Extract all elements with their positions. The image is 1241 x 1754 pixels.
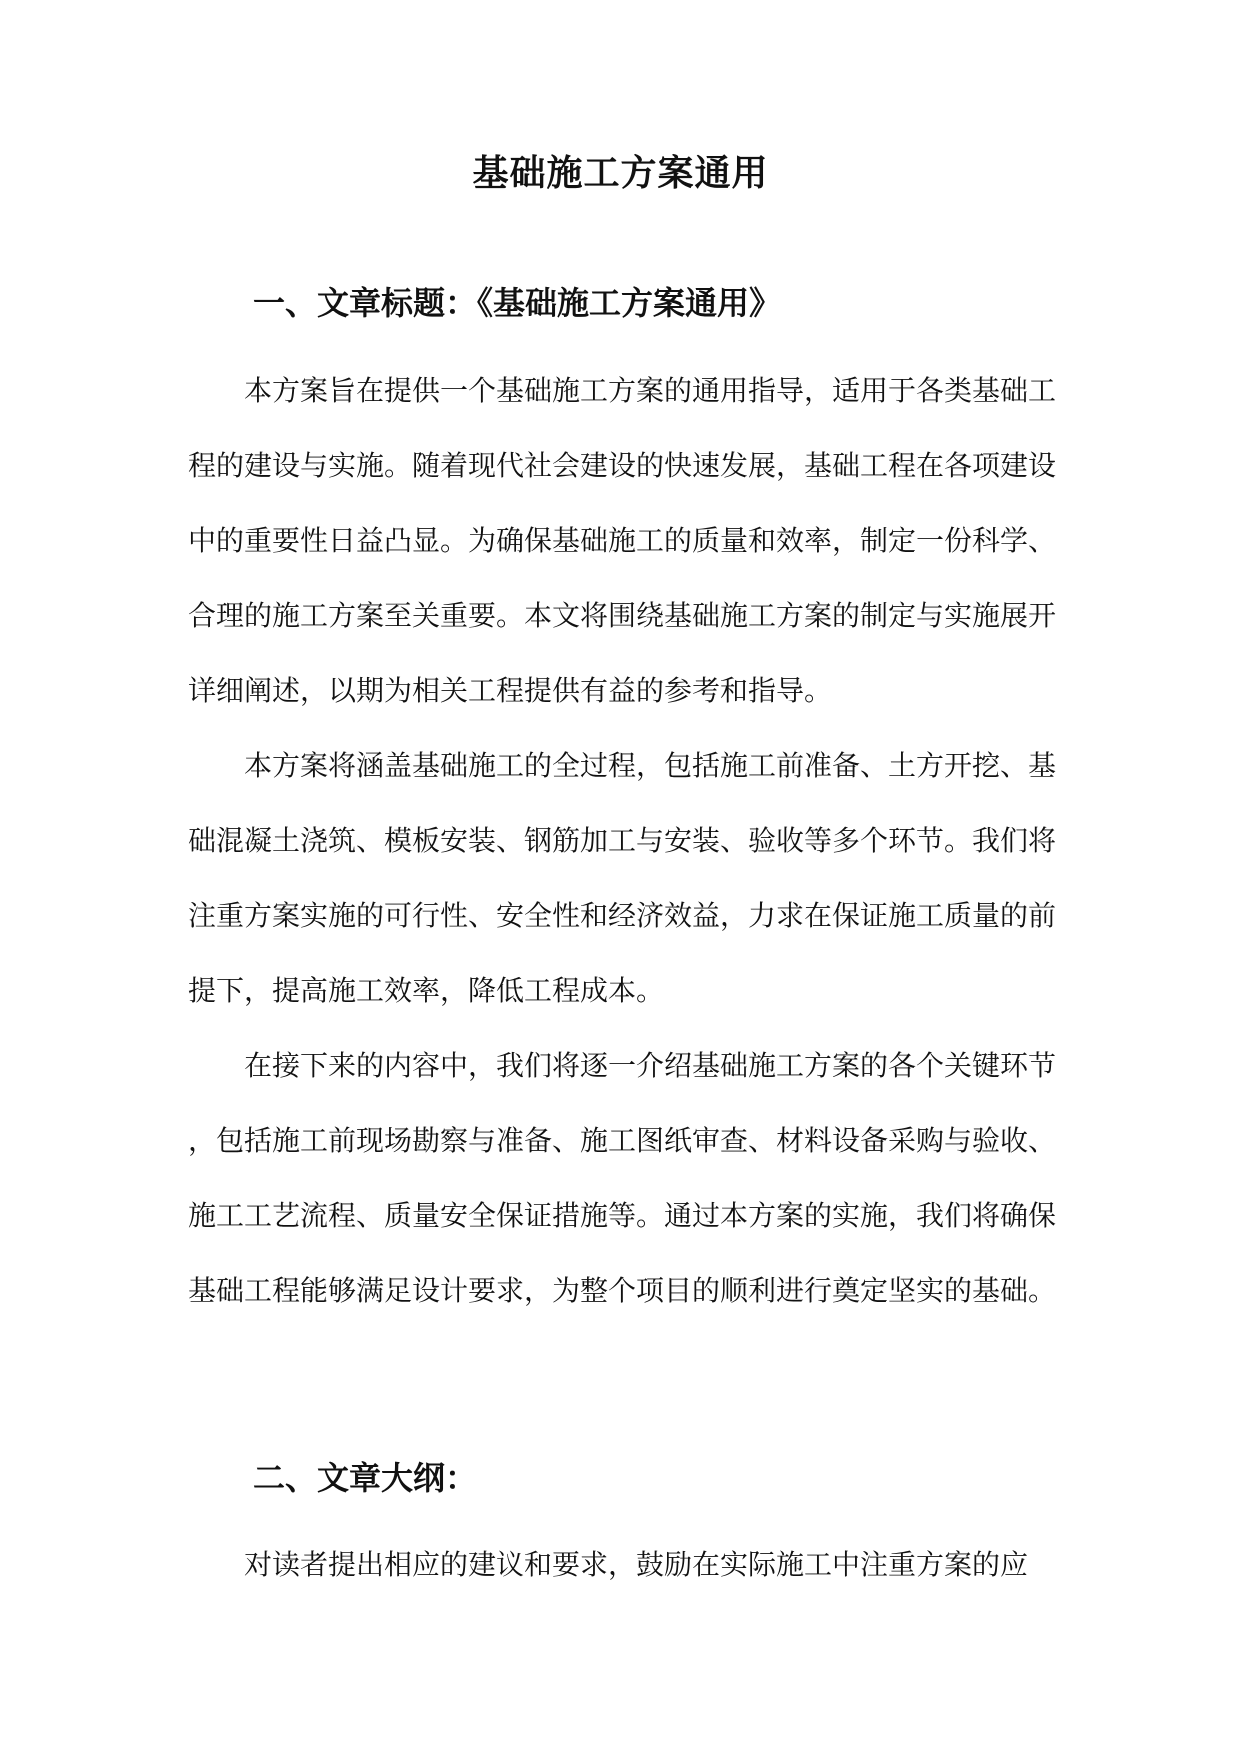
section-heading-title: 一、文章标题：《基础施工方案通用》 xyxy=(253,284,782,322)
paragraph-intro: 本方案旨在提供一个基础施工方案的通用指导，适用于各类基础工程的建设与实施。随着现代社会建设的快速发展，基础工程在各项建设中的重要性日益凸显。为确保基础施工的质量和效率，制定一份科学、合理的施工方案至关重要。本文将围绕基础施工方案的制定与实施展开详细阐述，以期为相关工程提供有益的参考和指导。 xyxy=(188,374,1057,707)
document-title: 基础施工方案通用 xyxy=(472,152,769,194)
section-heading-outline: 二、文章大纲： xyxy=(253,1459,478,1497)
paragraph-outline: 对读者提出相应的建议和要求，鼓励在实际施工中注重方案的应 xyxy=(244,1548,1029,1581)
paragraph-scope: 本方案将涵盖基础施工的全过程，包括施工前准备、土方开挖、基础混凝土浇筑、模板安装、钢筋加工与安装、验收等多个环节。我们将注重方案实施的可行性、安全性和经济效益，力求在保证施工质量的前提下，提高施工效率，降低工程成本。 xyxy=(188,749,1057,1007)
paragraph-overview: 在接下来的内容中，我们将逐一介绍基础施工方案的各个关键环节，包括施工前现场勘察与准备、施工图纸审查、材料设备采购与验收、施工工艺流程、质量安全保证措施等。通过本方案的实施，我们将确保基础工程能够满足设计要求，为整个项目的顺利进行奠定坚实的基础。 xyxy=(188,1049,1057,1307)
